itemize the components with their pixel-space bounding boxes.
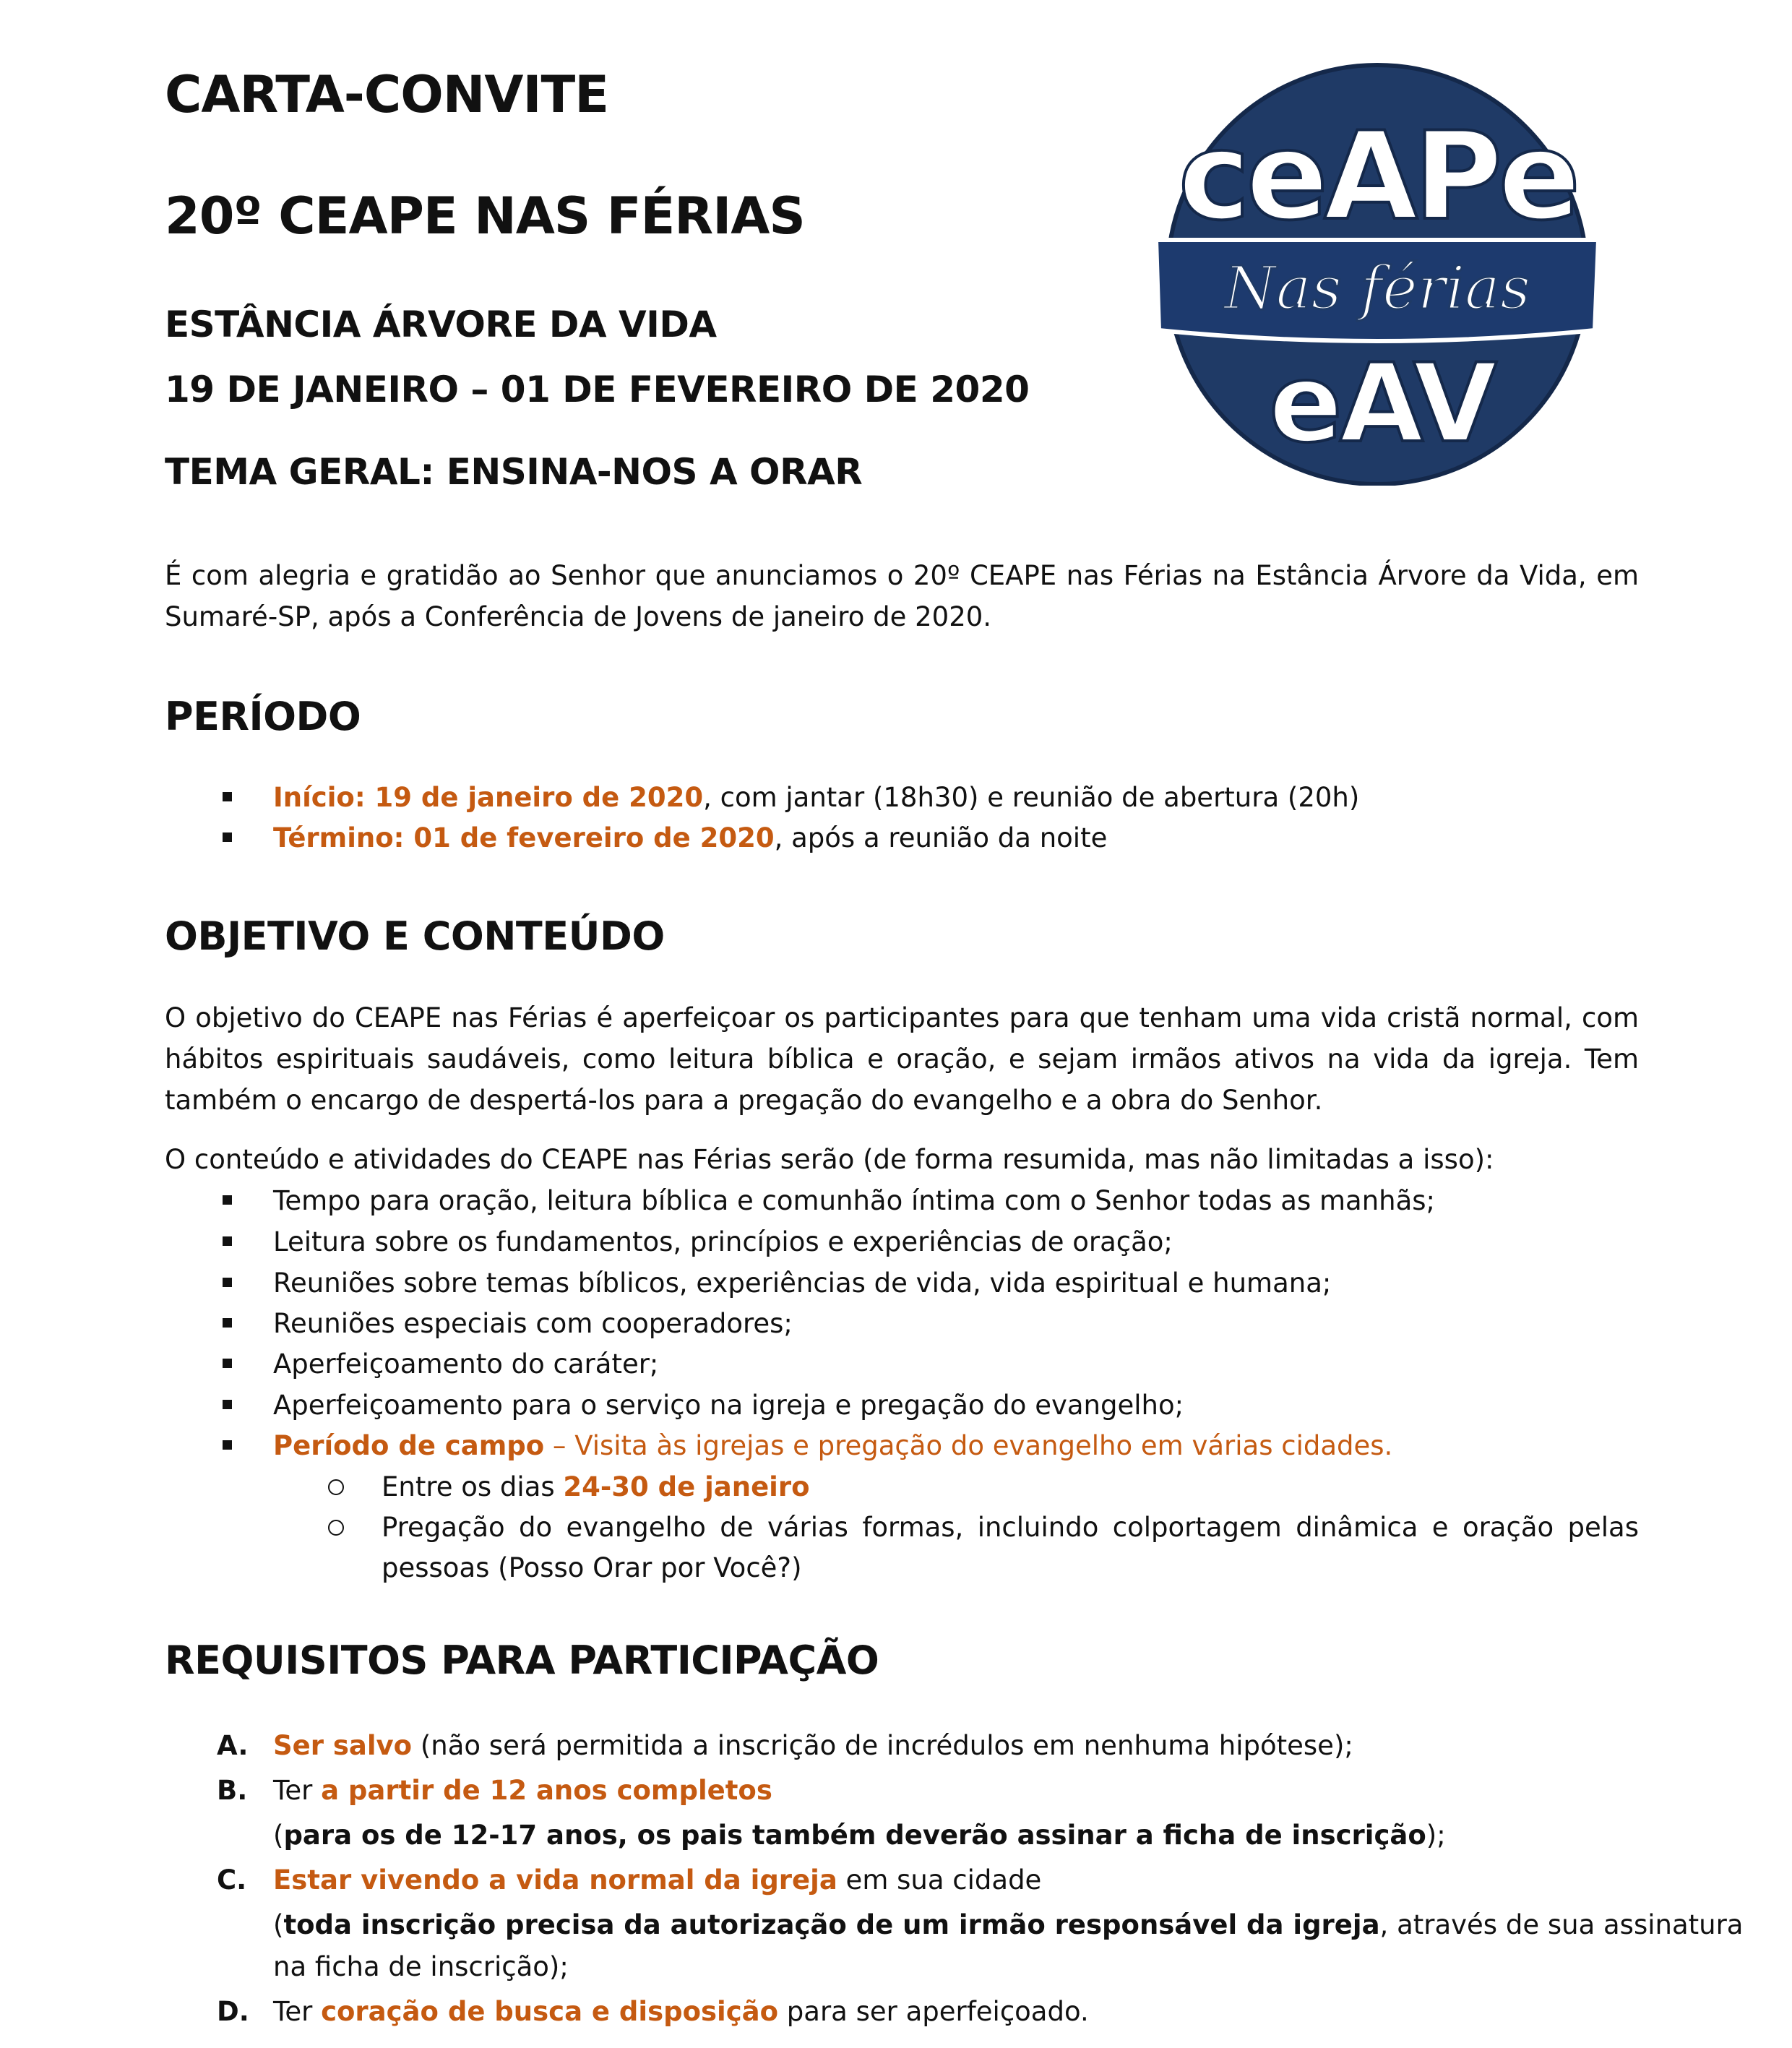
logo-word-bottom: eAV: [1269, 341, 1494, 467]
bullet-icon: [223, 1236, 232, 1246]
content-list-intro: O conteúdo e atividades do CEAPE nas Férias serão (de forma resumida, mas não limitadas a isso):: [165, 1144, 1494, 1175]
content-item-campo: Período de campo – Visita às igrejas e pregação do evangelho em várias cidades.: [273, 1430, 1393, 1461]
periodo-heading: PERÍODO: [165, 694, 361, 739]
logo-word-top: ceAPe: [1178, 106, 1577, 247]
requisito-c: Estar vivendo a vida normal da igreja em sua cidade: [273, 1864, 1042, 1896]
document-title: CARTA-CONVITE: [165, 65, 609, 124]
bullet-icon: [223, 1359, 232, 1368]
content-item: Reuniões sobre temas bíblicos, experiências de vida, vida espiritual e humana;: [273, 1268, 1332, 1299]
content-item: Tempo para oração, leitura bíblica e comunhão íntima com o Senhor todas as manhãs;: [273, 1185, 1436, 1216]
requisito-a-letter: A.: [217, 1730, 249, 1761]
bullet-icon: [223, 832, 232, 842]
objetivo-heading: OBJETIVO E CONTEÚDO: [165, 913, 665, 959]
bullet-icon: [223, 1400, 232, 1409]
event-dates: 19 DE JANEIRO – 01 DE FEVEREIRO DE 2020: [165, 369, 1030, 410]
content-item: Leitura sobre os fundamentos, princípios e experiências de oração;: [273, 1226, 1173, 1257]
campo-subitem-preaching-cont: pessoas (Posso Orar por Você?): [382, 1552, 802, 1583]
event-title: 20º CEAPE NAS FÉRIAS: [165, 186, 805, 246]
requisito-b-note: (para os de 12-17 anos, os pais também deverão assinar a ficha de inscrição);: [273, 1820, 1446, 1851]
requisito-a: Ser salvo (não será permitida a inscrição de incrédulos em nenhuma hipótese);: [273, 1730, 1353, 1761]
requisito-d: Ter coração de busca e disposição para ser aperfeiçoado.: [273, 1996, 1089, 2027]
periodo-item-start: Início: 19 de janeiro de 2020, com jantar (18h30) e reunião de abertura (20h): [273, 782, 1360, 813]
bullet-icon: [223, 1318, 232, 1328]
event-location: ESTÂNCIA ÁRVORE DA VIDA: [165, 304, 717, 345]
requisito-c-note: (toda inscrição precisa da autorização de um irmão responsável da igreja, através de sua assinatura: [273, 1909, 1744, 1940]
bullet-icon: [223, 1278, 232, 1287]
requisito-b: Ter a partir de 12 anos completos: [273, 1775, 772, 1806]
objetivo-paragraph: O objetivo do CEAPE nas Férias é aperfeiçoar os participantes para que tenham uma vida cristã normal, com hábitos espirituais saudáveis, como leitura bíblica e oração, e sejam irmãos ativos na vida da igreja. Tem também o encargo de despertá-los para a pregação do evangelho e a obra do Senhor.: [165, 1002, 1639, 1116]
campo-subitem-preaching: Pregação do evangelho de várias formas, incluindo colportagem dinâmica e oração pelas: [382, 1512, 1639, 1543]
circle-bullet-icon: [328, 1520, 344, 1536]
content-item: Aperfeiçoamento para o serviço na igreja e pregação do evangelho;: [273, 1390, 1184, 1421]
content-item: Aperfeiçoamento do caráter;: [273, 1348, 659, 1380]
circle-bullet-icon: [328, 1479, 344, 1495]
periodo-item-end: Término: 01 de fevereiro de 2020, após a reunião da noite: [273, 822, 1108, 853]
requisitos-heading: REQUISITOS PARA PARTICIPAÇÃO: [165, 1638, 879, 1683]
requisito-c-note-cont: na ficha de inscrição);: [273, 1951, 569, 1982]
requisito-b-letter: B.: [217, 1775, 248, 1806]
bullet-icon: [223, 1440, 232, 1450]
campo-subitem-dates: Entre os dias 24-30 de janeiro: [382, 1471, 810, 1502]
event-theme: TEMA GERAL: ENSINA-NOS A ORAR: [165, 451, 863, 493]
intro-paragraph: É com alegria e gratidão ao Senhor que anunciamos o 20º CEAPE nas Férias na Estância Árvore da Vida, em Sumaré-SP, após a Conferência de Jovens de janeiro de 2020.: [165, 560, 1639, 632]
requisito-c-letter: C.: [217, 1864, 247, 1896]
content-item: Reuniões especiais com cooperadores;: [273, 1308, 793, 1339]
bullet-icon: [223, 1195, 232, 1205]
ceape-logo: [1143, 59, 1613, 486]
logo-word-middle: Nas férias: [1223, 254, 1531, 323]
requisito-d-letter: D.: [217, 1996, 249, 2027]
bullet-icon: [223, 792, 232, 801]
